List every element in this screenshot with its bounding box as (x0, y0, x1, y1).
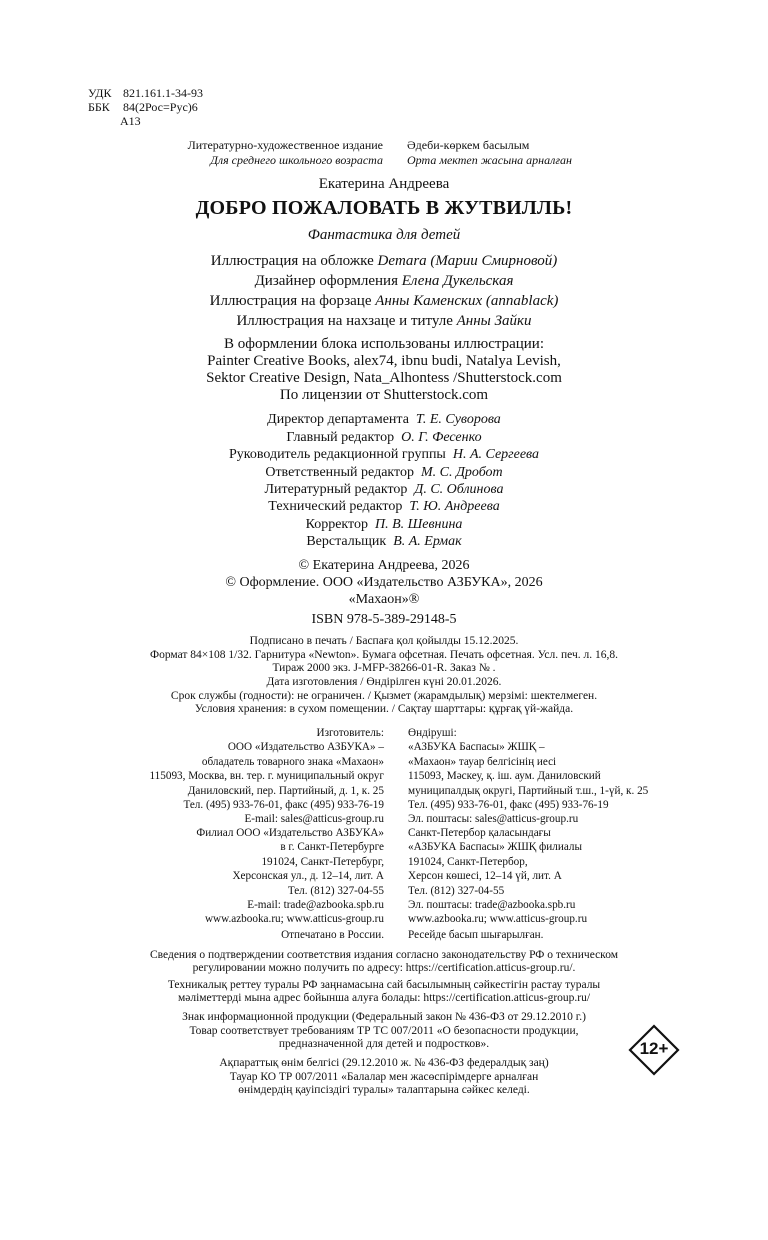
staff-role: Технический редактор (268, 499, 403, 514)
staff-name: Н. А. Сергеева (452, 447, 540, 462)
manufacturer-kz-line: Эл. поштасы: sales@atticus-group.ru (408, 813, 579, 826)
manufacturer-ru-line: Тел. (495) 933-76-01, факс (495) 933-76-19 (183, 799, 384, 811)
staff-name: Д. С. Облинова (414, 482, 504, 497)
credit-name: Demara (Марии Смирновой) (377, 253, 558, 269)
branch-ru-line: Херсонская ул., д. 12–14, лит. А (232, 870, 384, 883)
certification-line: Сведения о подтверждении соответствия издания согласно законодательству РФ о техническом (149, 949, 618, 961)
branch-kz-line: Херсон көшесі, 12–14 үй, лит. А (408, 870, 562, 883)
manufacturer-kz-line: Өндіруші: (408, 727, 457, 739)
printed-ru: Отпечатано в России. (281, 929, 384, 941)
manufacturer-kz-line: «Махаон» тауар белгісінің иесі (408, 755, 557, 768)
credit-name: Анны Каменских (annablack) (375, 293, 559, 309)
branch-ru-line: Филиал ООО «Издательство АЗБУКА» (196, 827, 384, 839)
staff-name: В. А. Ермак (393, 534, 462, 549)
book-genre: Фантастика для детей (307, 227, 461, 243)
credit-line (0, 251, 768, 271)
info-sign-line: Тауар КО ТР 007/2011 «Балалар мен жасөспірімдерге арналған (229, 1071, 539, 1083)
udk-line (88, 86, 203, 100)
staff-role: Верстальщик (306, 534, 387, 549)
imprint-line: Тираж 2000 экз. J-MFP-38266-01-R. Заказ № . (272, 662, 496, 674)
manufacturer-ru-line: Даниловский, пер. Партийный, д. 1, к. 25 (187, 784, 384, 797)
age-rating-label: 12+ (639, 1039, 669, 1058)
staff-line (0, 533, 768, 550)
manufacturer-ru-line: ООО «Издательство АЗБУКА» – (227, 741, 384, 754)
staff-name: П. В. Шевнина (374, 517, 463, 532)
branch-kz-line: Санкт-Петербор қаласындағы (408, 827, 551, 839)
imprint-line: Условия хранения: в сухом помещении. / Сақтау шарттары: құрғақ үй-жайда. (194, 703, 574, 715)
branch-ru-line: www.azbooka.ru; www.atticus-group.ru (204, 913, 384, 926)
credit-role: Иллюстрация на обложке (210, 253, 374, 269)
stock-line: По лицензии от Shutterstock.com (279, 387, 489, 403)
info-sign-line: предназначенной для детей и подростков». (278, 1038, 490, 1050)
branch-ru-line: Тел. (812) 327-04-55 (287, 884, 384, 897)
book-title: ДОБРО ПОЖАЛОВАТЬ В ЖУТВИЛЛЬ! (195, 197, 573, 219)
credit-role: Иллюстрация на нахзаце и титуле (236, 313, 453, 329)
edition-age-ru: Для среднего школьного возраста (210, 153, 383, 167)
staff-name: М. С. Дробот (420, 465, 503, 480)
manufacturer-ru-line: Изготовитель: (316, 727, 384, 739)
certification-line: регулировании можно получить по адресу: https://certification.atticus-group.ru/. (192, 962, 576, 974)
bbk-label: ББК (88, 100, 110, 114)
credit-name: Елена Дукельская (401, 273, 514, 289)
udk-label: УДК (88, 86, 112, 100)
imprint-line: Формат 84×108 1/32. Гарнитура «Newton». Бумага офсетная. Печать офсетная. Усл. печ. л. 16,8. (149, 649, 619, 661)
branch-kz-line: «АЗБУКА Баспасы» ЖШҚ филиалы (408, 841, 583, 854)
staff-line (0, 429, 768, 446)
credit-line (0, 311, 768, 331)
copyright-brand: «Махаон»® (348, 592, 420, 607)
classification-block (88, 86, 203, 128)
credit-line (0, 271, 768, 291)
isbn: ISBN 978-5-389-29148-5 (311, 612, 457, 627)
staff-role: Директор департамента (267, 412, 409, 427)
credit-role: Дизайнер оформления (254, 273, 398, 289)
credit-role: Иллюстрация на форзаце (209, 293, 372, 309)
stock-line: Sektor Creative Design, Nata_Alhontess /Shutterstock.com (206, 370, 562, 386)
branch-ru-line: E-mail: trade@azbooka.spb.ru (247, 899, 384, 911)
staff-name: Т. Ю. Андреева (409, 499, 500, 514)
copyright-author: © Екатерина Андреева, 2026 (298, 558, 470, 573)
edition-age-kz: Орта мектеп жасына арналған (407, 153, 572, 167)
book-author: Екатерина Андреева (318, 176, 450, 192)
copyright-design: © Оформление. ООО «Издательство АЗБУКА», 2026 (225, 575, 543, 590)
staff-role: Корректор (305, 517, 368, 532)
branch-ru-line: 191024, Санкт-Петербург, (261, 855, 384, 868)
staff-role: Литературный редактор (264, 482, 408, 497)
info-sign-line: өнімдердің қауіпсіздігі туралы» талаптарына сәйкес келеді. (238, 1084, 530, 1096)
info-sign-line: Знак информационной продукции (Федеральный закон № 436-ФЗ от 29.12.2010 г.) (182, 1011, 586, 1023)
bbk-value: 84(2Рос=Рус)6 (123, 100, 198, 114)
branch-kz-line: 191024, Санкт-Петербор, (408, 855, 528, 868)
branch-kz-line: Эл. поштасы: trade@azbooka.spb.ru (408, 899, 576, 911)
staff-role: Ответственный редактор (265, 465, 414, 480)
credit-name: Анны Зайки (456, 313, 532, 329)
author-mark: А13 (120, 114, 141, 128)
stock-line: В оформлении блока использованы иллюстрации: (223, 336, 544, 352)
staff-line (0, 481, 768, 498)
udk-value: 821.161.1-34-93 (123, 86, 203, 100)
branch-kz-line: www.azbooka.ru; www.atticus-group.ru (408, 913, 588, 926)
stock-line: Painter Creative Books, alex74, ibnu budi, Natalya Levish, (207, 353, 561, 369)
staff-line (0, 446, 768, 463)
staff-role: Руководитель редакционной группы (228, 447, 446, 462)
manufacturer-ru-line: E-mail: sales@atticus-group.ru (244, 813, 384, 826)
imprint-line: Дата изготовления / Өндірілген күні 20.01.2026. (266, 676, 502, 688)
branch-kz-line: Тел. (812) 327-04-55 (408, 884, 505, 897)
edition-type-ru: Литературно-художественное издание (187, 138, 383, 152)
staff-role: Главный редактор (286, 430, 395, 445)
manufacturer-ru-line: обладатель товарного знака «Махаон» (201, 755, 384, 768)
certification-line: мәліметтерді мына адрес бойынша алуға болады: https://certification.atticus-group.ru/ (177, 992, 591, 1004)
staff-line (0, 464, 768, 481)
manufacturer-ru-line: 115093, Москва, вн. тер. г. муниципальный округ (149, 770, 384, 783)
staff-name: Т. Е. Суворова (415, 412, 501, 427)
imprint-line: Подписано в печать / Баспаға қол қойылды 15.12.2025. (249, 635, 519, 647)
manufacturer-kz-line: муниципалдық округі, Партийный т.ш., 1-үй, к. 25 (408, 784, 649, 797)
certification-line: Техникалық реттеу туралы РФ заңнамасына сай басылымның сәйкестігін растау туралы (167, 979, 601, 991)
staff-line (0, 516, 768, 533)
staff-name: О. Г. Фесенко (401, 430, 482, 445)
branch-ru-line: в г. Санкт-Петербурге (280, 841, 384, 854)
bbk-line (88, 100, 203, 114)
staff-line (0, 411, 768, 428)
credit-line (0, 291, 768, 311)
staff-line (0, 498, 768, 515)
info-sign-line: Ақпараттық өнім белгісі (29.12.2010 ж. № 436-ФЗ федералдық заң) (219, 1057, 549, 1069)
printed-kz: Ресейде басып шығарылған. (408, 929, 544, 941)
manufacturer-kz-line: «АЗБУКА Баспасы» ЖШҚ – (408, 741, 545, 754)
edition-type-kz: Әдеби-көркем басылым (407, 138, 530, 152)
info-sign-line: Товар соответствует требованиям ТР ТС 007/2011 «О безопасности продукции, (189, 1025, 579, 1037)
imprint-line: Срок службы (годности): не ограничен. / Қызмет (жарамдылық) мерзімі: шектелмеген. (170, 690, 598, 702)
manufacturer-kz-line: Тел. (495) 933-76-01, факс (495) 933-76-19 (408, 799, 609, 811)
manufacturer-kz-line: 115093, Мәскеу, қ. іш. аум. Даниловский (408, 770, 601, 783)
